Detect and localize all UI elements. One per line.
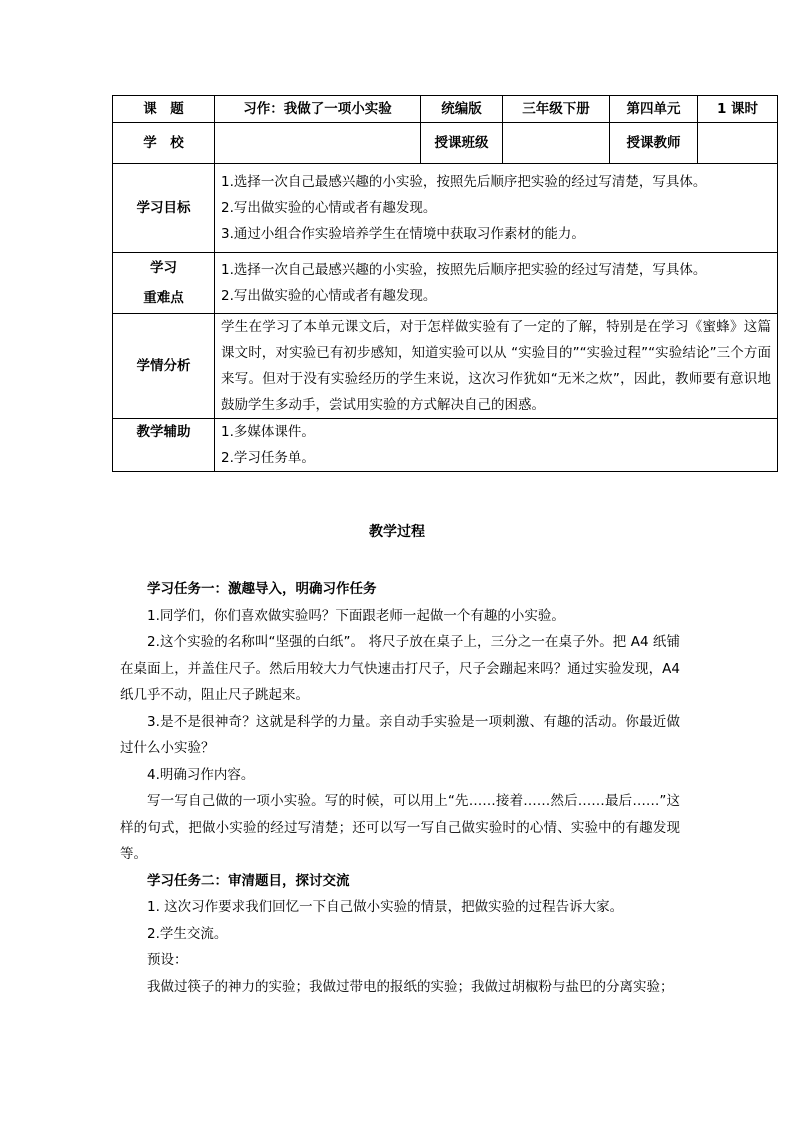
topic-label: 课 题	[113, 96, 215, 123]
key-points-list	[215, 253, 778, 314]
task1-heading: 学习任务一：激趣导入，明确习作任务	[147, 581, 377, 597]
topic-row	[113, 96, 778, 123]
topic-value: 习作：我做了一项小实验	[215, 96, 421, 123]
aids-row	[113, 419, 778, 472]
key-point-item: 2.写出做实验的心情或者有趣发现。	[221, 288, 437, 304]
aid-item: 1.多媒体课件。	[221, 424, 315, 440]
process-title: 教学过程	[369, 524, 425, 540]
task2-paragraph: 我做过筷子的神力的实验；我做过带电的报纸的实验；我做过胡椒粉与盐巴的分离实验；	[147, 978, 674, 995]
task2-paragraph: 2.学生交流。	[147, 925, 228, 942]
key-points-label-line1: 学习	[150, 260, 177, 276]
class-value	[503, 123, 610, 164]
objectives-row	[113, 164, 778, 253]
task1-paragraph: 写一写自己做的一项小实验。写的时候，可以用上“先……接着……然后……最后……”这样的句式，把做小实验的经过写清楚；还可以写一写自己做实验时的心情、实验中的有趣发现等。	[120, 793, 680, 862]
aid-item: 2.学习任务单。	[221, 450, 315, 466]
school-value	[215, 123, 421, 164]
process-content	[120, 576, 680, 1000]
key-points-label	[113, 253, 215, 314]
aids-list	[215, 419, 778, 472]
class-label: 授课班级	[421, 123, 503, 164]
key-points-label-line2: 重难点	[143, 290, 184, 306]
analysis-row	[113, 314, 778, 419]
edition-value: 统编版	[421, 96, 503, 123]
task1-paragraph: 1.同学们，你们喜欢做实验吗？下面跟老师一起做一个有趣的小实验。	[147, 607, 565, 624]
objective-item: 1.选择一次自己最感兴趣的小实验，按照先后顺序把实验的经过写清楚，写具体。	[221, 174, 707, 190]
teacher-label: 授课教师	[610, 123, 698, 164]
analysis-text: 学生在学习了本单元课文后，对于怎样做实验有了一定的了解，特别是在学习《蜜蜂》这篇课文时，对实验已有初步感知，知道实验可以从 “实验目的”“实验过程”“实验结论”三个方面来写。但对于没有实验经历的学生来说，这次习作犹如“无米之炊”，因此，教师要有意识地鼓励学生多动手，尝试用实验的方式解决自己的困惑。	[215, 314, 778, 419]
analysis-label: 学情分析	[113, 314, 215, 419]
objective-item: 2.写出做实验的心情或者有趣发现。	[221, 200, 437, 216]
task2-paragraph: 预设：	[147, 952, 188, 968]
task1-paragraph: 4.明确习作内容。	[147, 766, 255, 783]
task2-paragraph: 1. 这次习作要求我们回忆一下自己做小实验的情景，把做实验的过程告诉大家。	[147, 899, 624, 915]
objective-item: 3.通过小组合作实验培养学生在情境中获取习作素材的能力。	[221, 226, 585, 242]
aids-label: 教学辅助	[113, 419, 215, 472]
task1-paragraph: 2.这个实验的名称叫“坚强的白纸”。 将尺子放在桌子上，三分之一在桌子外。把 A4 纸铺在桌面上，并盖住尺子。然后用较大力气快速击打尺子，尺子会蹦起来吗？通过实验发现，A4 纸几乎不动，阻止尺子跳起来。	[120, 634, 680, 703]
key-points-row	[113, 253, 778, 314]
periods-value: 1 课时	[698, 96, 778, 123]
task1-paragraph: 3.是不是很神奇？这就是科学的力量。亲自动手实验是一项刺激、有趣的活动。你最近做过什么小实验？	[120, 713, 680, 756]
key-point-item: 1.选择一次自己最感兴趣的小实验，按照先后顺序把实验的经过写清楚，写具体。	[221, 262, 707, 278]
teacher-value	[698, 123, 778, 164]
grade-value: 三年级下册	[503, 96, 610, 123]
school-row	[113, 123, 778, 164]
objectives-list	[215, 164, 778, 253]
objectives-label: 学习目标	[113, 164, 215, 253]
school-label: 学 校	[113, 123, 215, 164]
unit-value: 第四单元	[610, 96, 698, 123]
task2-heading: 学习任务二：审清题目，探讨交流	[147, 872, 350, 889]
lesson-info-table	[112, 95, 778, 472]
